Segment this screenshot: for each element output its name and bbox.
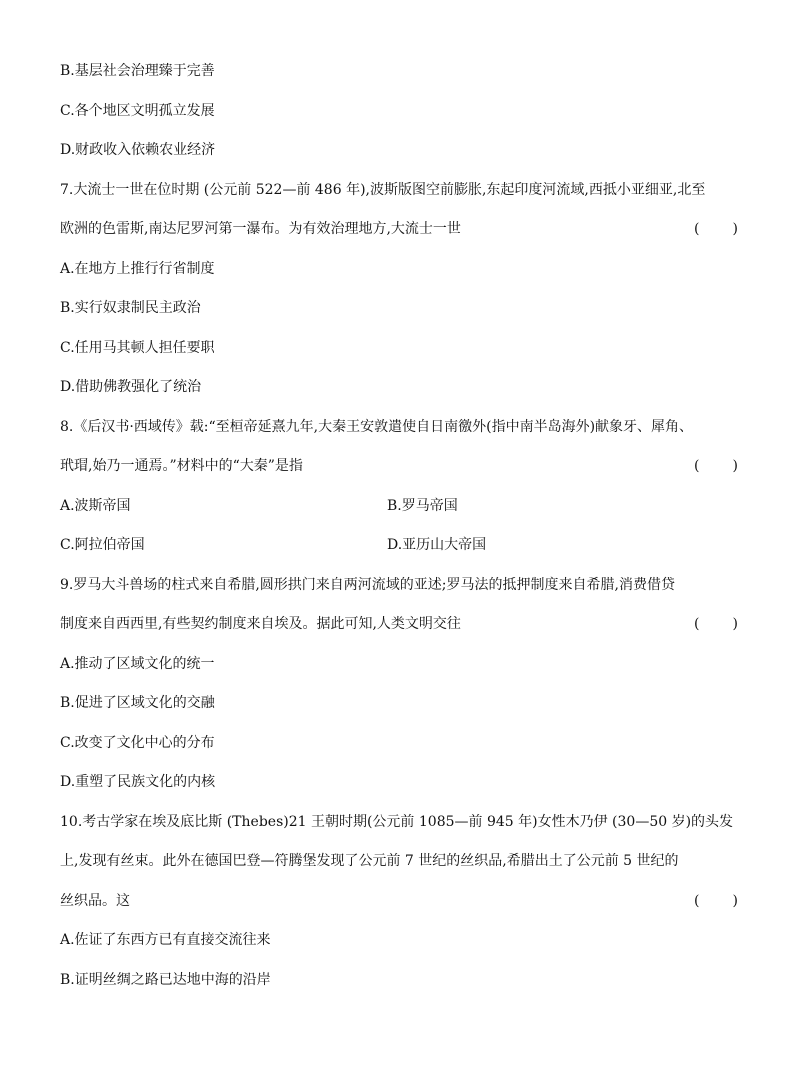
prev-option-c: C.各个地区文明孤立发展 [60,103,215,119]
q10-stem-line1: 10.考古学家在埃及底比斯 (Thebes)21 王朝时期(公元前 1085—前 945 年)女性木乃伊 (30—50 岁)的头发 [60,814,734,830]
prev-option-d: D.财政收入依赖农业经济 [60,142,216,158]
q8-stem-line2: 玳瑁,始乃一通焉。”材料中的“大秦”是指 [60,458,303,474]
q7-answer-blank[interactable] [694,219,738,239]
prev-option-b: B.基层社会治理臻于完善 [60,63,215,79]
right-paren: ) [732,893,738,909]
q8-answer-blank[interactable] [694,456,738,476]
q9-option-b: B.促进了区域文化的交融 [60,695,215,711]
q8-option-b: B.罗马帝国 [387,498,458,514]
q10-stem-line3: 丝织品。这 [60,893,130,909]
q10-stem-line2: 上,发现有丝束。此外在德国巴登—符腾堡发现了公元前 7 世纪的丝织品,希腊出土了公元前 5 世纪的 [60,853,679,869]
right-paren: ) [732,221,738,237]
left-paren: ( [694,893,700,909]
q8-option-c: C.阿拉伯帝国 [60,537,145,553]
q7-stem-line2: 欧洲的色雷斯,南达尼罗河第一瀑布。为有效治理地方,大流士一世 [60,221,461,237]
q10-option-a: A.佐证了东西方已有直接交流往来 [60,932,271,948]
q10-option-b: B.证明丝绸之路已达地中海的沿岸 [60,972,271,988]
q9-option-c: C.改变了文化中心的分布 [60,735,215,751]
q9-option-a: A.推动了区域文化的统一 [60,656,215,672]
q7-stem-line1: 7.大流士一世在位时期 (公元前 522—前 486 年),波斯版图空前膨胀,东起印度河流域,西抵小亚细亚,北至 [60,182,706,198]
q8-option-d: D.亚历山大帝国 [387,537,487,553]
q7-option-a: A.在地方上推行行省制度 [60,261,215,277]
left-paren: ( [694,458,700,474]
q10-answer-blank[interactable] [694,891,738,911]
q7-option-b: B.实行奴隶制民主政治 [60,300,201,316]
left-paren: ( [694,221,700,237]
q7-option-d: D.借助佛教强化了统治 [60,379,202,395]
q9-option-d: D.重塑了民族文化的内核 [60,774,216,790]
q7-option-c: C.任用马其顿人担任要职 [60,340,215,356]
right-paren: ) [732,616,738,632]
q9-stem-line2: 制度来自西西里,有些契约制度来自埃及。据此可知,人类文明交往 [60,616,461,632]
q9-stem-line1: 9.罗马大斗兽场的柱式来自希腊,圆形拱门来自两河流域的亚述;罗马法的抵押制度来自希腊,消费借贷 [60,577,675,593]
left-paren: ( [694,616,700,632]
right-paren: ) [732,458,738,474]
q8-option-a: A.波斯帝国 [60,498,131,514]
q8-stem-line1: 8.《后汉书·西域传》载:“至桓帝延熹九年,大秦王安敦遣使自日南徼外(指中南半岛海外)献象牙、犀角、 [60,419,694,435]
q9-answer-blank[interactable] [694,614,738,634]
